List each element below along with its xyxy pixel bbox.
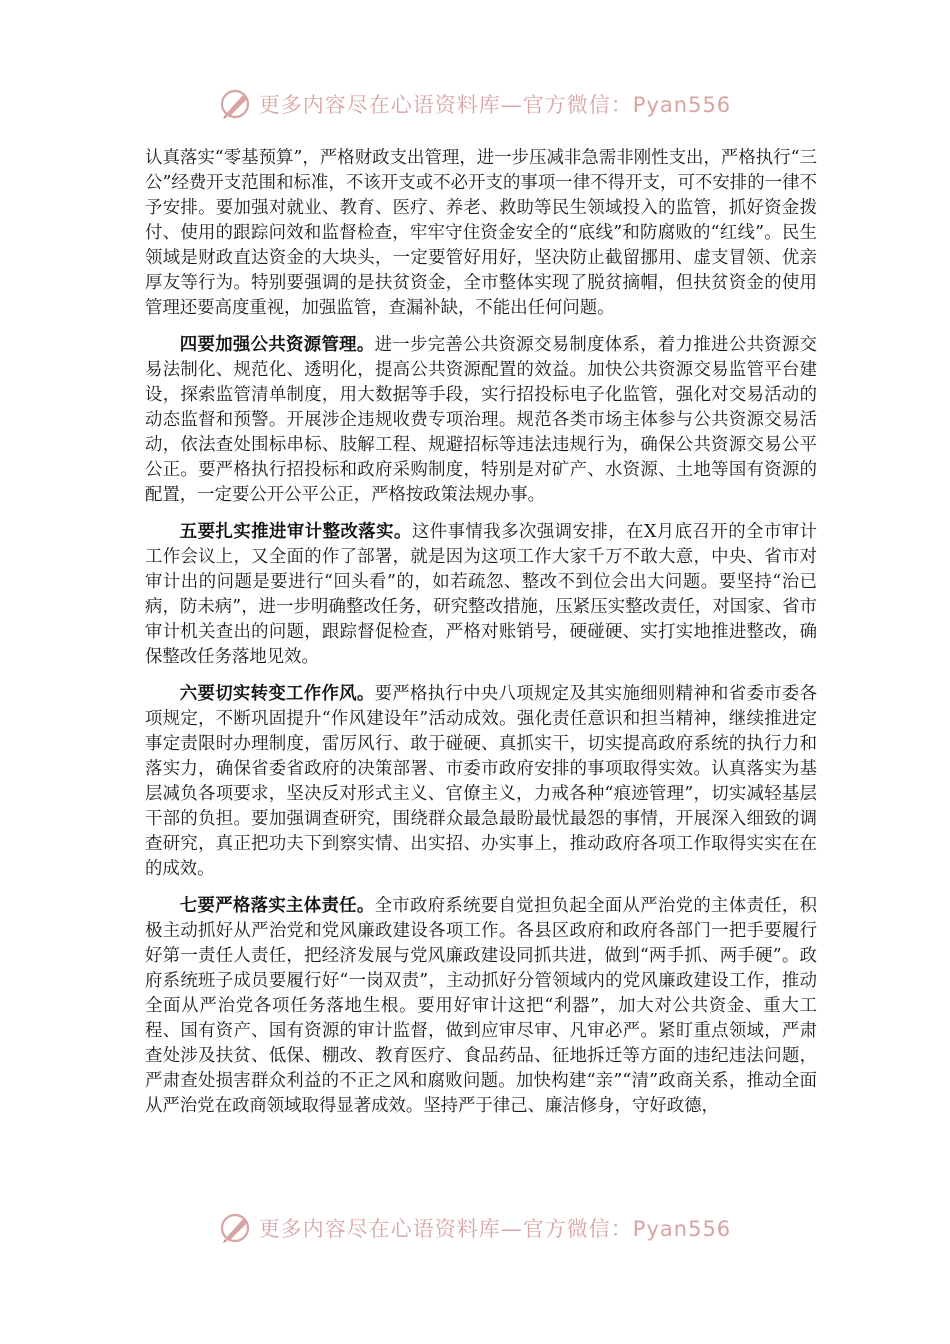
paragraph-5 [145,894,817,1119]
watermark-banner-top [0,84,950,124]
pen-logo-icon [219,1211,253,1245]
paragraph-3-text: 这件事情我多次强调安排，在X月底召开的全市审计工作会议上，又全面的作了部署，就是因为这项工作大家千万不敢大意，中央、省市对审计出的问题是要进行“回头看”的，如若疏忽、整改不到位会出大问题。要坚持“治已病，防未病”，进一步明确整改任务，研究整改措施，压紧压实整改责任，对国家、省市审计机关查出的问题，跟踪督促检查，严格对账销号，硬碰硬、实打实地推进整改，确保整改任务落地见效。 [145,522,817,667]
paragraph-1-text: 认真落实“零基预算”，严格财政支出管理，进一步压减非急需非刚性支出，严格执行“三公”经费开支范围和标准，不该开支或不必开支的事项一律不得开支，可不安排的一律不予安排。要加强对就业、教育、医疗、养老、救助等民生领域投入的监管，抓好资金拨付、使用的跟踪问效和监督检查，牢牢守住资金安全的“底线”和防腐败的“红线”。民生领域是财政直达资金的大块头，一定要管好用好，坚决防止截留挪用、虚支冒领、优亲厚友等行为。特别要强调的是扶贫资金，全市整体实现了脱贫摘帽，但扶贫资金的使用管理还要高度重视，加强监管，查漏补缺，不能出任何问题。 [145,148,817,318]
watermark-text-bottom: 更多内容尽在心语资料库—官方微信：Pyan556 [258,1217,732,1241]
paragraph-5-text: 全市政府系统要自觉担负起全面从严治党的主体责任，积极主动抓好从严治党和党风廉政建设各项工作。各县区政府和政府各部门一把手要履行好第一责任人责任，把经济发展与党风廉政建设同抓共进，做到“两手抓、两手硬”。政府系统班子成员要履行好“一岗双责”，主动抓好分管领域内的党风廉政建设工作，推动全面从严治党各项任务落地生根。要用好审计这把“利器”，加大对公共资金、重大工程、国有资产、国有资源的审计监督，做到应审尽审、凡审必严。紧盯重点领域，严肃查处涉及扶贫、低保、棚改、教育医疗、食品药品、征地拆迁等方面的违纪违法问题，严肃查处损害群众利益的不正之风和腐败问题。加快构建“亲”“清”政商关系，推动全面从严治党在政商领域取得显著成效。坚持严于律己、廉洁修身，守好政德， [145,896,817,1116]
paragraph-4-text: 要严格执行中央八项规定及其实施细则精神和省委市委各项规定，不断巩固提升“作风建设年”活动成效。强化责任意识和担当精神，继续推进定事定责限时办理制度，雷厉风行、敢于碰硬、真抓实干，切实提高政府系统的执行力和落实力，确保省委省政府的决策部署、市委市政府安排的事项取得实效。认真落实为基层减负各项要求，坚决反对形式主义、官僚主义，力戒各种“痕迹管理”，切实减轻基层干部的负担。要加强调查研究，围绕群众最急最盼最忧最怨的事情，开展深入细致的调查研究，真正把功夫下到察实情、出实招、办实事上，推动政府各项工作取得实实在在的成效。 [145,684,817,879]
paragraph-2-heading: 四要加强公共资源管理。 [179,335,375,355]
paragraph-4-heading: 六要切实转变工作作风。 [179,684,375,704]
paragraph-1 [145,146,817,321]
paragraph-2 [145,333,817,508]
watermark-banner-bottom [0,1208,950,1248]
document-body [145,146,817,1119]
paragraph-3-heading: 五要扎实推进审计整改落实。 [179,522,412,542]
paragraph-4 [145,682,817,882]
pen-logo-icon [219,87,253,121]
paragraph-3 [145,520,817,670]
paragraph-2-text: 进一步完善公共资源交易制度体系，着力推进公共资源交易法制化、规范化、透明化，提高公共资源配置的效益。加快公共资源交易监管平台建设，探索监管清单制度，用大数据等手段，实行招投标电子化监管，强化对交易活动的动态监督和预警。开展涉企违规收费专项治理。规范各类市场主体参与公共资源交易活动，依法查处围标串标、肢解工程、规避招标等违法违规行为，确保公共资源交易公平公正。要严格执行招投标和政府采购制度，特别是对矿产、水资源、土地等国有资源的配置，一定要公开公平公正，严格按政策法规办事。 [145,335,817,505]
watermark-text-top: 更多内容尽在心语资料库—官方微信：Pyan556 [258,93,732,117]
paragraph-5-heading: 七要严格落实主体责任。 [179,896,375,916]
